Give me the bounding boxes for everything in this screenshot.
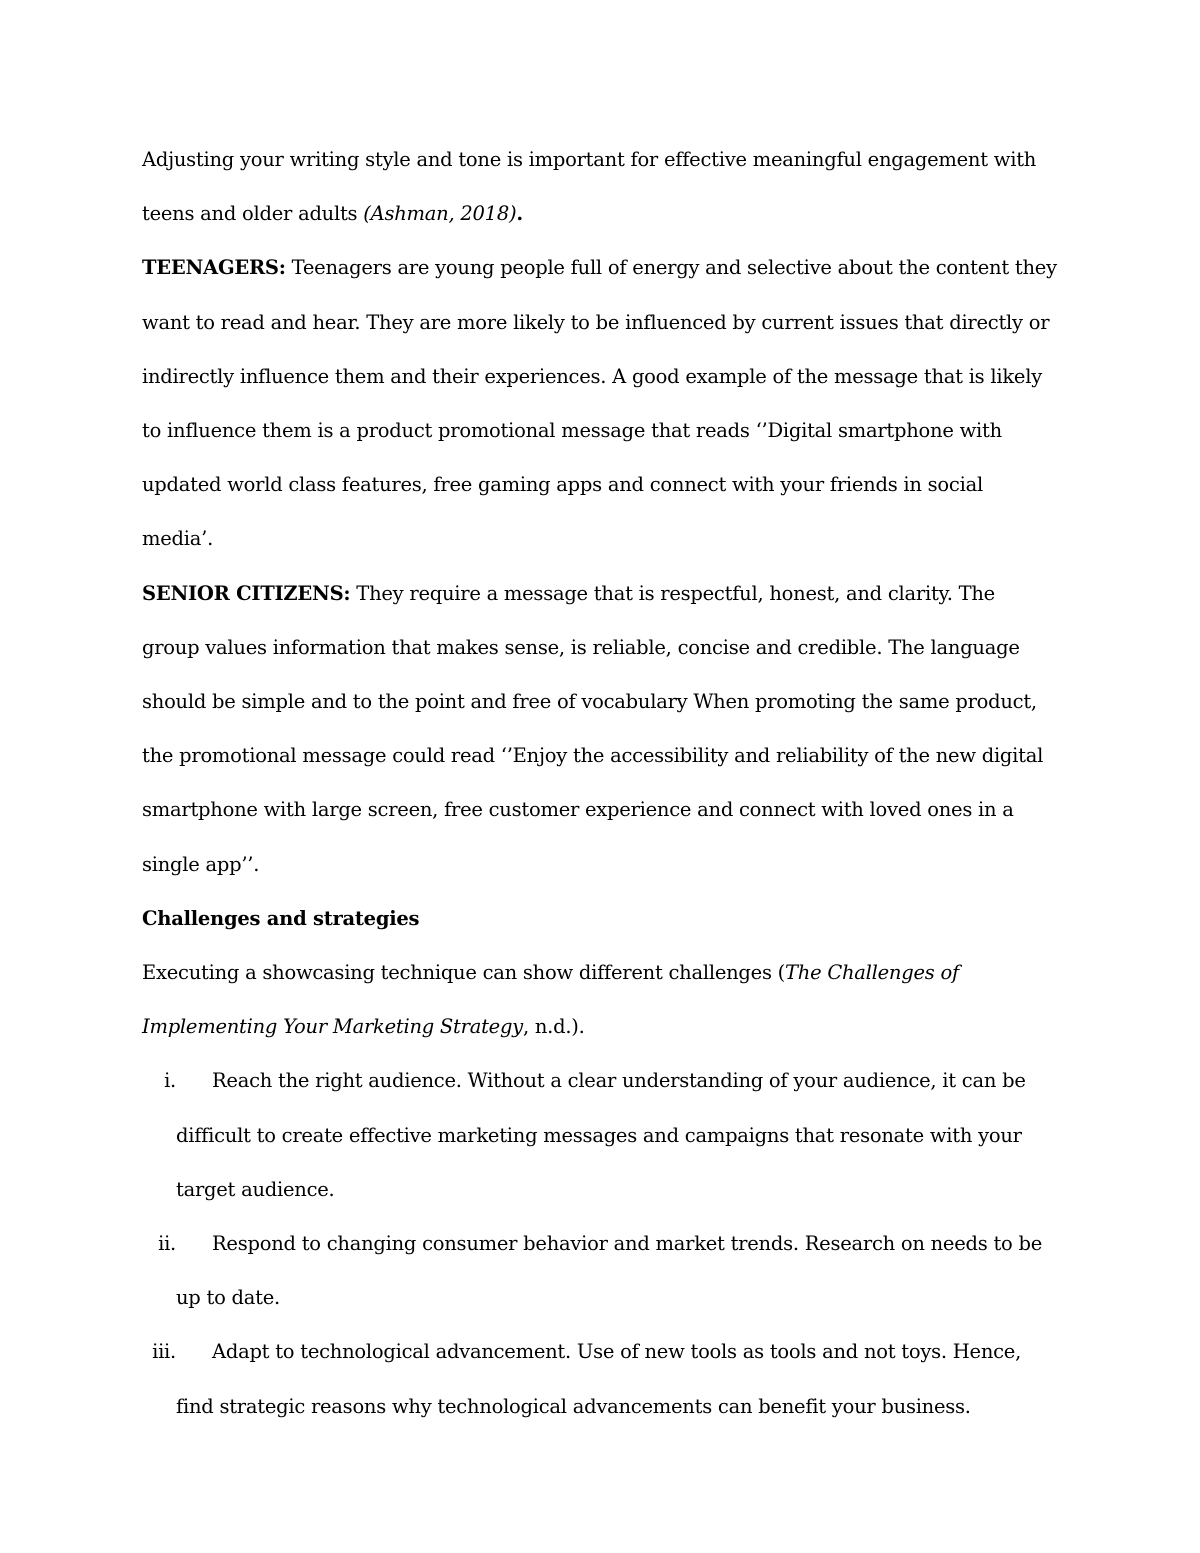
- challenges-heading: Challenges and strategies: [142, 906, 420, 930]
- list-item-text-content: Adapt to technological advancement. Use of new tools as tools and not toys. Hence, find strategic reasons why technological advancements can benefit your business.: [176, 1340, 1022, 1418]
- intro-citation: (Ashman, 2018): [363, 202, 517, 226]
- list-item-text-content: Reach the right audience. Without a clear understanding of your audience, it can be difficult to create effective marketing messages and campaigns that resonate with your target audience.: [176, 1069, 1026, 1201]
- list-item-text: [176, 1232, 1042, 1309]
- seniors-label: SENIOR CITIZENS:: [142, 581, 351, 605]
- teenagers-paragraph: [142, 241, 1057, 566]
- list-marker: iii.: [152, 1340, 176, 1364]
- intro-text: Adjusting your writing style and tone is important for effective meaningful engagement with teens and older adults: [142, 148, 1037, 226]
- list-item-text: [176, 1069, 1026, 1200]
- seniors-paragraph: [142, 567, 1057, 892]
- challenges-intro-text: Executing a showcasing technique can show different challenges (: [142, 961, 786, 985]
- list-item-text-content: Respond to changing consumer behavior and market trends. Research on needs to be up to date.: [176, 1232, 1043, 1310]
- list-item: [142, 1054, 1057, 1217]
- list-item: [142, 1325, 1057, 1433]
- intro-paragraph: [142, 133, 1057, 241]
- teenagers-label: TEENAGERS:: [142, 256, 286, 280]
- seniors-text: They require a message that is respectful, honest, and clarity. The group values information that makes sense, is reliable, concise and credible. The language should be simple and to the point and free of vocabulary When promoting the same product, the promotional message could read ‘’Enjoy the accessibility and reliability of the new digital smartphone with large screen, free customer experience and connect with loved ones in a single app’’.: [142, 581, 1044, 876]
- document-body: [142, 133, 1057, 1434]
- list-item: [142, 1217, 1057, 1325]
- challenges-intro-paragraph: [142, 946, 1057, 1054]
- list-marker: i.: [164, 1069, 176, 1093]
- teenagers-text: Teenagers are young people full of energy and selective about the content they want to read and hear. They are more likely to be influenced by current issues that directly or indirectly influence them and their experiences. A good example of the message that is likely to influence them is a product promotional message that reads ‘’Digital smartphone with updated world class features, free gaming apps and connect with your friends in social media’.: [142, 256, 1057, 551]
- list-item-text: [176, 1340, 1021, 1417]
- challenges-intro-end: , n.d.).: [522, 1015, 585, 1039]
- challenges-list: [142, 1054, 1057, 1433]
- list-marker: ii.: [158, 1232, 176, 1256]
- intro-end: .: [516, 202, 523, 226]
- challenges-intro-citation: The Challenges of Implementing Your Marketing Strategy: [142, 961, 959, 1039]
